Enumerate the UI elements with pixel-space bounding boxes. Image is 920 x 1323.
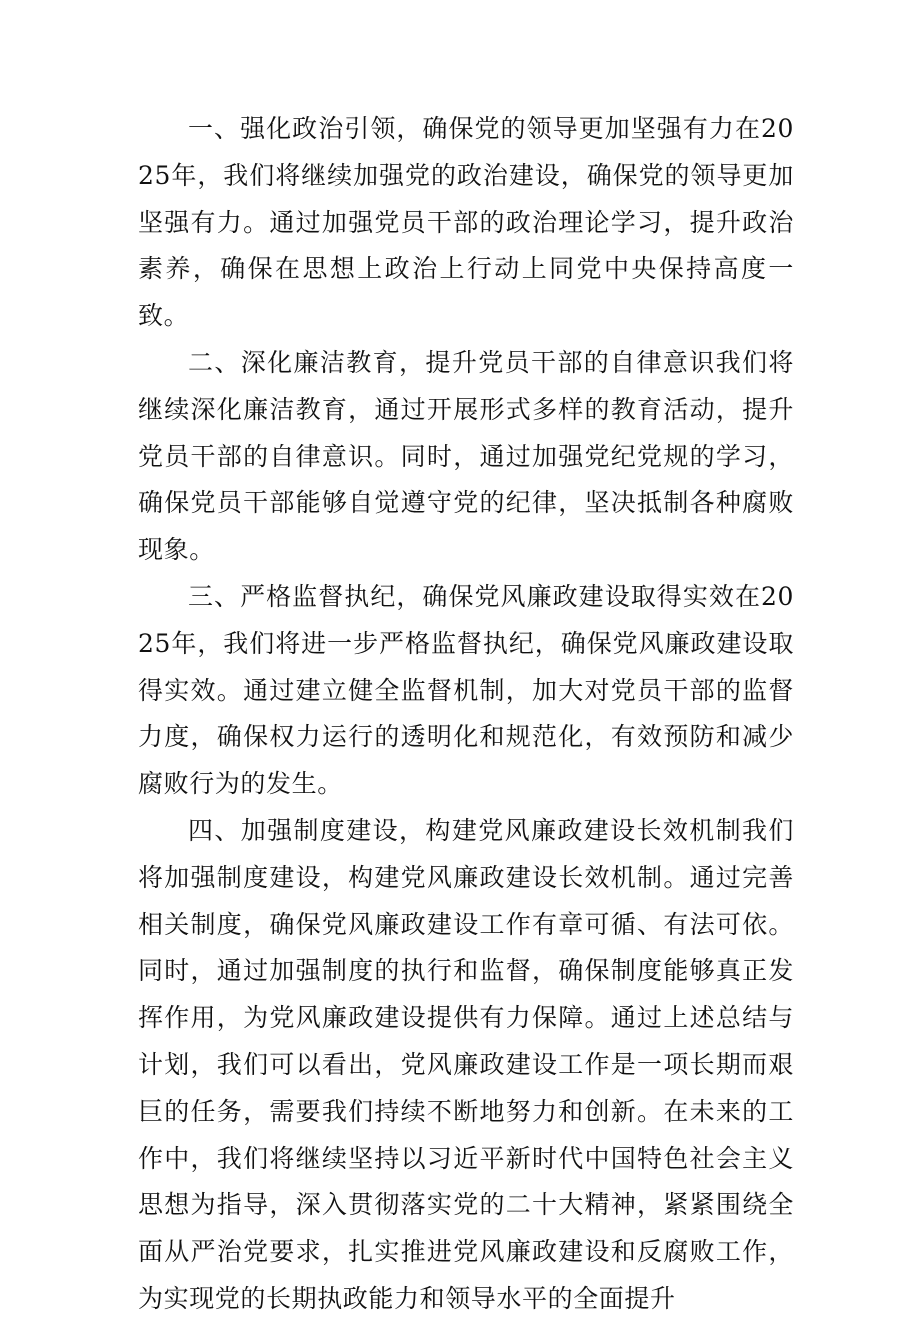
paragraph-3: 三、严格监督执纪，确保党风廉政建设取得实效在2025年，我们将进一步严格监督执纪，确保党风廉政建设取得实效。通过建立健全监督机制，加大对党员干部的监督力度，确保权力运行的透明化和规范化，有效预防和减少腐败行为的发生。: [138, 581, 794, 799]
paragraph-4: 四、加强制度建设，构建党风廉政建设长效机制我们将加强制度建设，构建党风廉政建设长效机制。通过完善相关制度，确保党风廉政建设工作有章可循、有法可依。同时，通过加强制度的执行和监督，确保制度能够真正发挥作用，为党风廉政建设提供有力保障。通过上述总结与计划，我们可以看出，党风廉政建设工作是一项长期而艰巨的任务，需要我们持续不断地努力和创新。在未来的工作中，我们将继续坚持以习近平新时代中国特色社会主义思想为指导，深入贯彻落实党的二十大精神，紧紧围绕全面从严治党要求，扎实推进党风廉政建设和反腐败工作，为实现党的长期执政能力和领导水平的全面提升: [138, 815, 794, 1313]
paragraph-1: 一、强化政治引领，确保党的领导更加坚强有力在2025年，我们将继续加强党的政治建设，确保党的领导更加坚强有力。通过加强党员干部的政治理论学习，提升政治素养，确保在思想上政治上行动上同党中央保持高度一致。: [138, 114, 794, 331]
paragraph-2: 二、深化廉洁教育，提升党员干部的自律意识我们将继续深化廉洁教育，通过开展形式多样的教育活动，提升党员干部的自律意识。同时，通过加强党纪党规的学习，确保党员干部能够自觉遵守党的纪律，坚决抵制各种腐败现象。: [138, 347, 794, 565]
document-body: [138, 106, 794, 1323]
